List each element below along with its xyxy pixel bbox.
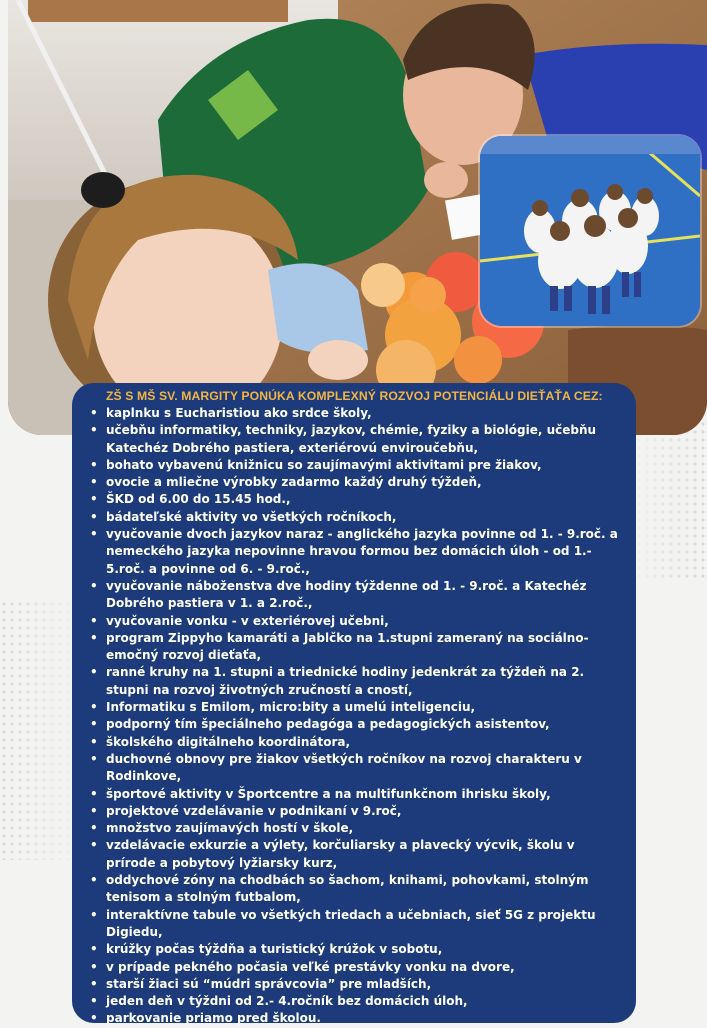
list-item: [86, 613, 626, 630]
list-item: [86, 509, 626, 526]
offer-list: [86, 405, 626, 1028]
list-item: [86, 405, 626, 422]
list-item: [86, 474, 626, 491]
list-item-text: športové aktivity v Športcentre a na multifunkčnom ihrisku školy,: [106, 786, 551, 801]
list-item-text: duchovné obnovy pre žiakov všetkých ročníkov na rozvoj charakteru v Rodinkove,: [106, 751, 582, 784]
list-item: [86, 716, 626, 733]
list-item-text: bohato vybavenú knižnicu so zaujímavými aktivitami pre žiakov,: [106, 457, 542, 472]
bullet-icon: •: [90, 665, 98, 680]
list-item: [86, 976, 626, 993]
list-item-text: bádateľské aktivity vo všetkých ročníkoch,: [106, 509, 397, 524]
list-item-text: program Zippyho kamaráti a Jablčko na 1.stupni zameraný na sociálno-emočný rozvoj dieťaťa,: [106, 630, 589, 663]
list-item-text: vyučovanie náboženstva dve hodiny týždenne od 1. - 9.roč. a Katechéz Dobrého pastiera v 1. a 2.roč.,: [106, 578, 587, 611]
bullet-icon: •: [90, 423, 98, 438]
bullet-icon: •: [90, 613, 98, 628]
list-item: [86, 457, 626, 474]
list-item-text: jeden deň v týždni od 2.- 4.ročník bez domácich úloh,: [106, 994, 468, 1009]
bullet-icon: •: [90, 717, 98, 732]
list-item: [86, 993, 626, 1010]
list-item: [86, 751, 626, 786]
bullet-icon: •: [90, 838, 98, 853]
list-item: [86, 820, 626, 837]
bullet-icon: •: [90, 803, 98, 818]
bullet-icon: •: [90, 873, 98, 888]
list-item-text: v prípade pekného počasia veľké prestávky vonku na dvore,: [106, 959, 515, 974]
offer-heading: ZŠ S MŠ SV. MARGITY PONÚKA KOMPLEXNÝ ROZVOJ POTENCIÁLU DIEŤAŤA CEZ:: [106, 389, 603, 403]
bullet-icon: •: [90, 976, 98, 991]
list-item-text: množstvo zaujímavých hostí v škole,: [106, 821, 354, 836]
list-item: [86, 422, 626, 457]
list-item: [86, 664, 626, 699]
list-item-text: starší žiaci sú “múdri správcovia” pre mladších,: [106, 976, 432, 991]
list-item-text: ranné kruhy na 1. stupni a triednické hodiny jedenkrát za týždeň na 2. stupni na rozvoj životných zručností a cností,: [106, 665, 585, 697]
list-item: [86, 491, 626, 508]
list-item-text: interaktívne tabule vo všetkých triedach a učebniach, sieť 5G z projektu Digiedu,: [106, 907, 596, 939]
list-item: [86, 578, 626, 613]
list-item-text: parkovanie priamo pred školou.: [106, 1011, 321, 1026]
bullet-icon: •: [90, 751, 98, 766]
list-item: [86, 959, 626, 976]
bullet-icon: •: [90, 821, 98, 836]
bullet-icon: •: [90, 1011, 98, 1026]
bullet-icon: •: [90, 457, 98, 472]
bullet-icon: •: [90, 509, 98, 524]
list-item-text: školského digitálneho koordinátora,: [106, 734, 351, 749]
list-item-text: krúžky počas týždňa a turistický krúžok v sobotu,: [106, 942, 443, 957]
bullet-icon: •: [90, 492, 98, 507]
bullet-icon: •: [90, 578, 98, 593]
bullet-icon: •: [90, 700, 98, 715]
bullet-icon: •: [90, 959, 98, 974]
list-item-text: vyučovanie dvoch jazykov naraz - anglického jazyka povinne od 1. - 9.roč. a nemeckého jazyka nepovinne hravou formou bez domácich úloh - od 1.- 5.roč. a povinne od 6. - 9.roč.,: [106, 527, 618, 576]
bullet-icon: •: [90, 475, 98, 490]
list-item: [86, 803, 626, 820]
list-item-text: projektové vzdelávanie v podnikaní v 9.roč,: [106, 803, 402, 818]
list-item: [86, 630, 626, 665]
bullet-icon: •: [90, 994, 98, 1009]
list-item: [86, 699, 626, 716]
bullet-icon: •: [90, 630, 98, 645]
list-item-text: ŠKD od 6.00 do 15.45 hod.,: [106, 492, 291, 507]
list-item-text: vzdelávacie exkurzie a výlety, korčuliarsky a plavecký výcvik, školu v prírode a pobytový lyžiarsky kurz,: [106, 838, 575, 870]
list-item-text: oddychové zóny na chodbách so šachom, knihami, pohovkami, stolným tenisom a stolným futbalom,: [106, 873, 589, 905]
list-item: [86, 734, 626, 751]
list-item: [86, 526, 626, 578]
list-item: [86, 837, 626, 872]
bullet-icon: •: [90, 786, 98, 801]
bullet-icon: •: [90, 942, 98, 957]
bullet-icon: •: [90, 907, 98, 922]
list-item: [86, 786, 626, 803]
list-item-text: učebňu informatiky, techniky, jazykov, chémie, fyziky a biológie, učebňu Katechéz Dobrého pastiera, exteriérovú enviroučebňu,: [106, 423, 597, 455]
list-item-text: podporný tím špeciálneho pedagóga a pedagogických asistentov,: [106, 717, 550, 732]
bullet-icon: •: [90, 406, 98, 420]
list-item-text: vyučovanie vonku - v exteriérovej učebni,: [106, 613, 389, 628]
inset-photo-children-group: [480, 136, 700, 326]
list-item-text: kaplnku s Eucharistiou ako srdce školy,: [106, 406, 372, 420]
list-item-text: ovocie a mliečne výrobky zadarmo každý druhý týždeň,: [106, 475, 482, 490]
bullet-icon: •: [90, 527, 98, 542]
bullet-icon: •: [90, 734, 98, 749]
offer-panel: [72, 383, 636, 1026]
list-item: [86, 941, 626, 958]
halftone-decoration-right: [627, 420, 707, 580]
list-item-text: Informatiku s Emilom, micro:bity a umelú inteligenciu,: [106, 700, 476, 715]
list-item: [86, 907, 626, 942]
list-item: [86, 872, 626, 907]
list-item: [86, 1010, 626, 1027]
